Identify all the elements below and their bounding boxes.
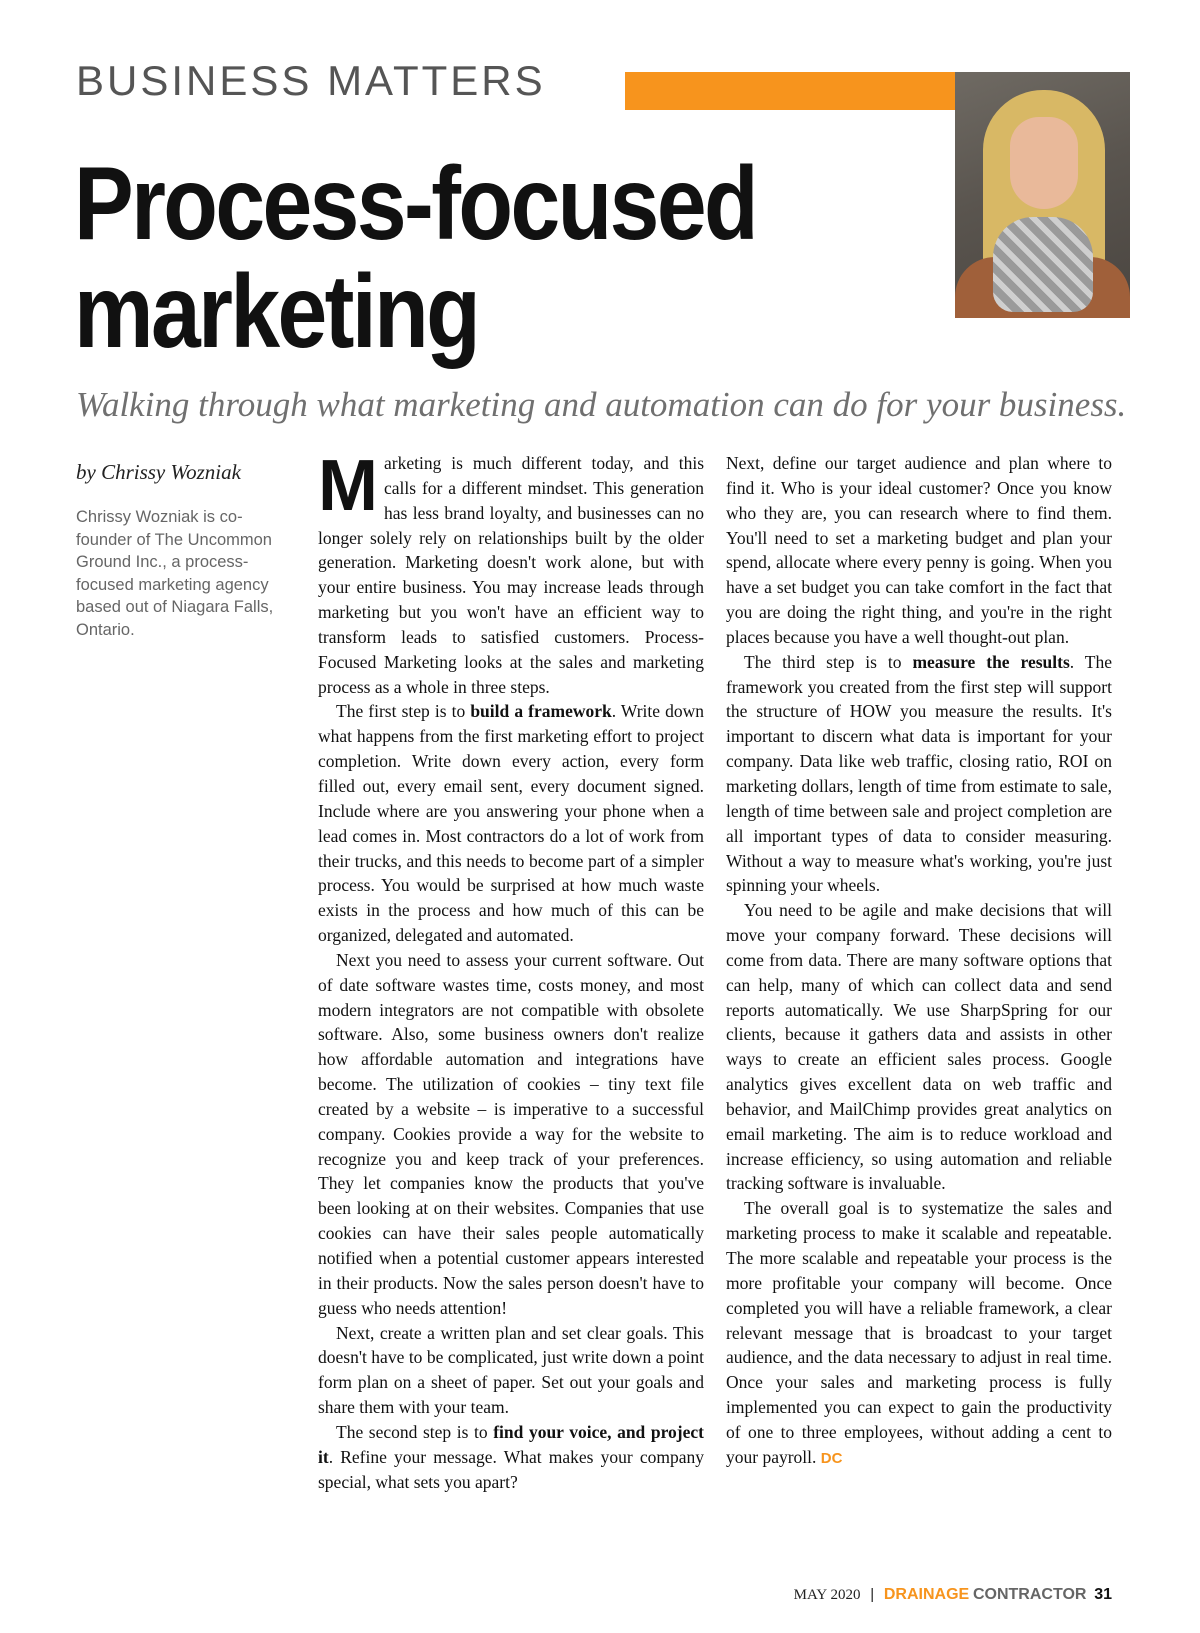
paragraph: The second step is to find your voice, and project it. Refine your message. What makes your company special, what sets you apart?: [318, 1421, 704, 1492]
article-headline: [74, 146, 757, 370]
paragraph: You need to be agile and make decisions that will move your company forward. These decisions will come from data. There are many software options that can help, many of which can collect data and send reports automatically. We use SharpSpring for our clients, because it gathers data and assists in other ways to create an efficient sales process. Google analytics gives excellent data on web traffic and behavior, and MailChimp provides great analytics on email marketing. The aim is to reduce workload and increase efficiency, so using automation and reliable tracking software is invaluable.: [726, 900, 1112, 1194]
page-number: 31: [1094, 1586, 1112, 1603]
author-bio: Chrissy Wozniak is co-founder of The Uncommon Ground Inc., a process-focused marketing agency based out of Niagara Falls, Ontario.: [76, 508, 274, 639]
article-subtitle: Walking through what marketing and automation can do for your business.: [76, 385, 1127, 424]
footer-separator: |: [870, 1586, 875, 1603]
author-byline: by Chrissy Wozniak: [76, 460, 241, 484]
paragraph: The overall goal is to systematize the sales and marketing process to make it scalable and repeatable. The more scalable and repeatable your process is the more profitable your company will become. Once completed you will have a reliable framework, a clear relevant message that is broadcast to your target audience, and the data necessary to adjust in real time. Once your sales and marketing process is fully implemented you can expect to gain the productivity of one to three employees, without adding a cent to your payroll. DC: [726, 1198, 1112, 1467]
magazine-name-part2: CONTRACTOR: [972, 1586, 1087, 1603]
page-footer: [794, 1586, 1112, 1604]
article-column-2: [726, 451, 1112, 1472]
paragraph: Next you need to assess your current software. Out of date software wastes time, costs money, and most modern integrators are not compatible with obsolete software. Also, some business owners don't realize how affordable automation and integrations have become. The utilization of cookies – tiny text file created by a website – is imperative to a successful company. Cookies provide a way for the website to recognize you and keep track of your preferences. They let companies know the products that you've been looking at on their websites. Companies that use cookies can have their sales people automatically notified when a potential customer appears interested in their products. Now the sales person doesn't have to guess who needs attention!: [318, 949, 704, 1318]
headline-line-2: marketing: [74, 254, 479, 370]
section-accent-bar: [625, 72, 955, 110]
issue-date: MAY 2020: [793, 1587, 861, 1603]
magazine-name-part1: DRAINAGE: [883, 1586, 970, 1603]
paragraph: The first step is to build a framework. Write down what happens from the first marketing effort to project completion. Write down every action, every form filled out, every email sent, every document signed. Include where are you answering your phone when a lead comes in. Most contractors do a lot of work from their trucks, and this needs to become part of a simpler process. You would be surprised at how much waste exists in the process and how much of this can be organized, delegated and automated.: [318, 701, 705, 946]
end-mark: DC: [820, 1449, 843, 1467]
article-column-1: [318, 446, 705, 1494]
paragraph: Next, create a written plan and set clear goals. This doesn't have to be complicated, just write down a point form plan on a sheet of paper. Set out your goals and share them with your team.: [318, 1322, 704, 1418]
headline-line-1: Process-focused: [74, 146, 757, 262]
author-photo: [955, 72, 1130, 318]
section-label: BUSINESS MATTERS: [76, 57, 546, 104]
drop-cap: M: [318, 446, 378, 526]
paragraph: Next, define our target audience and plan where to find it. Who is your ideal customer? Once you know who they are, you can research where to find them. You'll need to set a marketing budget and plan your spend, allocate where every penny is going. When you have a set budget you can take comfort in the fact that you are doing the right thing, and you're in the right places because you have a well thought-out plan.: [726, 453, 1112, 647]
paragraph: The third step is to measure the results. The framework you created from the first step will support the structure of HOW you measure the results. It's important to discern what data is important for your company. Data like web traffic, closing ratio, ROI on marketing dollars, length of time from estimate to sale, length of time between sale and project completion are all important types of data to consider measuring. Without a way to measure what's working, you're just spinning your wheels.: [726, 651, 1113, 896]
paragraph: Marketing is much different today, and this calls for a different mindset. This generation has less brand loyalty, and businesses can no longer solely rely on relationships built by the older generation. Marketing doesn't work alone, but with your entire business. You may increase leads through marketing but you won't have an efficient way to transform leads to satisfied customers. Process-Focused Marketing looks at the sales and marketing process as a whole in three steps.: [318, 446, 704, 697]
